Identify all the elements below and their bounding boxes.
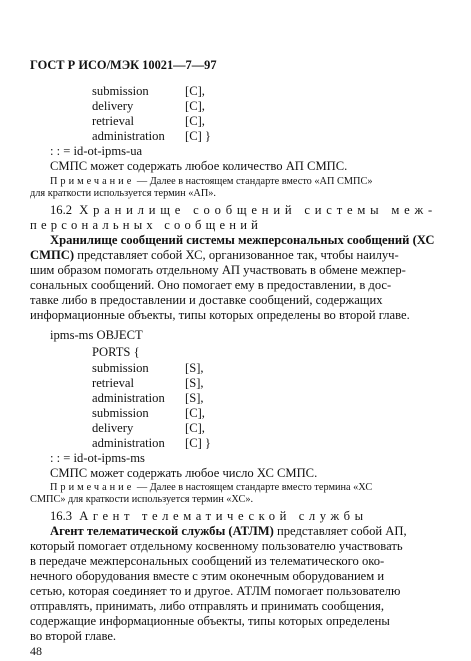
section-number: 16.2 (50, 203, 73, 217)
paragraph-line: в передаче межперсональных сообщений из телематического око- (30, 554, 385, 568)
term-bold: СМПС) (30, 248, 75, 262)
port-name: delivery (92, 99, 134, 113)
port-name: submission (92, 361, 149, 375)
section-number: 16.3 (50, 509, 73, 523)
section-title: Хранилище сообщений системы меж- (79, 203, 438, 217)
paragraph-line (50, 524, 434, 539)
port-role: [C], (185, 406, 205, 420)
section-heading (50, 203, 438, 218)
section-title-cont: персональных сообщений (30, 218, 263, 232)
port-role: [S], (185, 376, 204, 390)
paragraph-line: содержащие информационные объекты, типы которых определены (30, 614, 390, 628)
port-row (92, 376, 292, 391)
port-row (92, 391, 292, 406)
note-line (50, 482, 372, 494)
note-line (50, 176, 372, 188)
id-line: : : = id-ot-ipms-ms (50, 451, 145, 465)
note-text: — Далее в настоящем стандарте вместо термина «ХС (134, 482, 373, 493)
section-heading (50, 509, 368, 524)
port-name: administration (92, 436, 165, 450)
note-text: — Далее в настоящем стандарте вместо «АП СМПС» (134, 176, 373, 187)
port-role: [C], (185, 99, 205, 113)
paragraph: СМПС может содержать любое количество АП СМПС. (50, 159, 348, 173)
paragraph-line: шим образом помогать отдельному АП участвовать в обмене межпер- (30, 263, 406, 277)
note-line: СМПС» для краткости используется термин «ХС». (30, 494, 254, 505)
paragraph-line: нечного оборудования вместе с этим оконечным оборудованием и (30, 569, 385, 583)
section-title: Агент телематической службы (79, 509, 368, 523)
term-bold: Хранилище сообщений системы межперсональных сообщений (ХС (50, 233, 435, 247)
paragraph-line: тавке либо в предоставлении и доставке сообщений, содержащих (30, 293, 383, 307)
port-row (92, 436, 292, 451)
paragraph-line: который помогает отдельному косвенному пользователю участвовать (30, 539, 403, 553)
port-name: administration (92, 129, 165, 143)
port-name: delivery (92, 421, 134, 435)
port-row (92, 406, 292, 421)
port-row (92, 99, 292, 114)
port-role: [C] } (185, 436, 211, 450)
note-label: Примечание (50, 482, 135, 493)
port-name: retrieval (92, 376, 134, 390)
note-line: для краткости используется термин «АП». (30, 188, 216, 199)
paragraph-line: во второй главе. (30, 629, 117, 643)
paragraph-line: отправлять, принимать, либо отправлять и принимать сообщения, (30, 599, 384, 613)
port-row (92, 421, 292, 436)
port-role: [C], (185, 84, 205, 98)
paragraph-line (30, 248, 434, 263)
port-role: [C], (185, 421, 205, 435)
paragraph: СМПС может содержать любое число ХС СМПС. (50, 466, 318, 480)
paragraph-text: представляет собой АП, (273, 524, 407, 538)
page-header-title: ГОСТ Р ИСО/МЭК 10021—7—97 (30, 58, 217, 72)
paragraph-text: представляет собой ХС, организованное так, чтобы наилуч- (74, 248, 399, 262)
ports-line: PORTS { (92, 345, 140, 359)
paragraph-line: сональных сообщений. Оно помогает ему в предоставлении, в дос- (30, 278, 392, 292)
port-role: [S], (185, 361, 204, 375)
port-name: submission (92, 84, 149, 98)
port-role: [S], (185, 391, 204, 405)
port-row (92, 129, 292, 144)
port-name: submission (92, 406, 149, 420)
page-number: 48 (30, 644, 42, 658)
port-role: [C] } (185, 129, 211, 143)
id-line: : : = id-ot-ipms-ua (50, 144, 143, 158)
port-name: retrieval (92, 114, 134, 128)
paragraph-line: информационные объекты, типы которых определены во второй главе. (30, 308, 410, 322)
port-row (92, 361, 292, 376)
port-name: administration (92, 391, 165, 405)
term-bold: Агент телематической службы (АТЛМ) (50, 524, 274, 538)
note-label: Примечание (50, 176, 135, 187)
object-line: ipms-ms OBJECT (50, 328, 143, 342)
port-row (92, 84, 292, 99)
port-role: [C], (185, 114, 205, 128)
paragraph-line (50, 233, 434, 248)
port-row (92, 114, 292, 129)
paragraph-line: сетью, которая соединяет то и другое. АТЛМ помогает пользователю (30, 584, 401, 598)
